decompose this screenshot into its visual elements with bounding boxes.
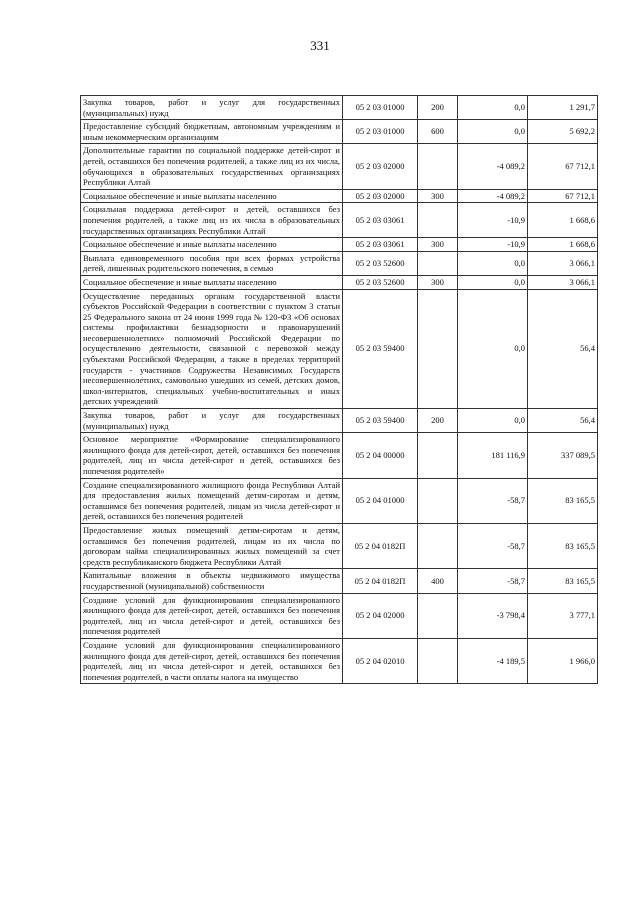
target-article-cell: 05 2 04 0182П [343, 569, 418, 593]
expense-name-cell: Осуществление переданных органам государственной власти субъектов Российской Федерации в соответствии с пунктом 3 статьи 25 Федерального закона от 24 июня 1999 года № 120-ФЗ «Об основах системы профилактики безнадзорности и правонарушений несовершеннолетних» полномочий Российской Федерации по осуществлению деятельности, связанной с перевозкой между субъектами Российской Федерации, а также в пределах территорий государств - участников Содружества Независимых Государств несовершеннолетних, самовольно ушедших из семей, детских домов, школ-интернатов, специальных учебно-воспитательных и иных детских учреждений [81, 289, 343, 409]
expense-name-cell: Дополнительные гарантии по социальной поддержке детей-сирот и детей, оставшихся без попечения родителей, а также лиц из их числа, обучающихся в образовательных государственных организациях Республики Алтай [81, 144, 343, 189]
target-article-cell: 05 2 03 01000 [343, 96, 418, 120]
table-row [81, 238, 598, 252]
expense-name-cell: Социальное обеспечение и иные выплаты населению [81, 189, 343, 203]
table-row [81, 120, 598, 144]
total-amount-cell: 56,4 [528, 289, 598, 409]
expense-name-cell: Основное мероприятие «Формирование специализированного жилищного фонда для детей-сирот, детей, оставшихся без попечения родителей, лиц из числа детей-сирот и детей, оставшихся без попечения родителей» [81, 433, 343, 478]
total-amount-cell: 1 966,0 [528, 638, 598, 683]
total-amount-cell: 83 165,5 [528, 523, 598, 568]
expense-type-cell: 200 [418, 409, 458, 433]
expense-type-cell: 200 [418, 96, 458, 120]
change-amount-cell: 0,0 [458, 289, 528, 409]
expense-name-cell: Создание условий для функционирования специализированного жилищного фонда для детей-сирот, детей, оставшихся без попечения родителей, лиц из числа детей-сирот и детей, оставшихся без попечения родителей [81, 593, 343, 638]
expense-name-cell: Предоставление жилых помещений детям-сиротам и детям, оставшимся без попечения родителей, лицам из их числа по договорам найма специализированных жилых помещений за счет средств республиканского бюджета Республики Алтай [81, 523, 343, 568]
change-amount-cell: 0,0 [458, 120, 528, 144]
change-amount-cell: 181 116,9 [458, 433, 528, 478]
total-amount-cell: 3 066,1 [528, 251, 598, 275]
expense-name-cell: Социальное обеспечение и иные выплаты населению [81, 275, 343, 289]
table-row [81, 189, 598, 203]
expense-name-cell: Создание условий для функционирования специализированного жилищного фонда для детей-сирот, детей, оставшихся без попечения родителей, лиц из числа детей-сирот и детей, оставшихся без попечения родителей, в части оплаты налога на имущество [81, 638, 343, 683]
target-article-cell: 05 2 03 02000 [343, 144, 418, 189]
total-amount-cell: 1 668,6 [528, 203, 598, 238]
expense-name-cell: Социальная поддержка детей-сирот и детей, оставшихся без попечения родителей, а также лиц из их числа в образовательных государственных организациях Республики Алтай [81, 203, 343, 238]
expense-type-cell [418, 203, 458, 238]
expense-name-cell: Закупка товаров, работ и услуг для государственных (муниципальных) нужд [81, 96, 343, 120]
change-amount-cell: 0,0 [458, 275, 528, 289]
target-article-cell: 05 2 03 03061 [343, 203, 418, 238]
total-amount-cell: 83 165,5 [528, 569, 598, 593]
expense-type-cell [418, 433, 458, 478]
expense-type-cell [418, 523, 458, 568]
expense-type-cell: 300 [418, 275, 458, 289]
change-amount-cell: -4 189,5 [458, 638, 528, 683]
table-row [81, 478, 598, 523]
expense-type-cell [418, 593, 458, 638]
expense-name-cell: Создание специализированного жилищного фонда Республики Алтай для предоставления жилых помещений детям-сиротам и детям, оставшимся без попечения родителей, лицам из числа детей-сирот и детей, оставшихся без попечения родителей [81, 478, 343, 523]
target-article-cell: 05 2 03 03061 [343, 238, 418, 252]
total-amount-cell: 1 668,6 [528, 238, 598, 252]
change-amount-cell: -4 089,2 [458, 189, 528, 203]
total-amount-cell: 67 712,1 [528, 144, 598, 189]
target-article-cell: 05 2 03 52600 [343, 275, 418, 289]
expense-type-cell: 400 [418, 569, 458, 593]
table-row [81, 409, 598, 433]
total-amount-cell: 3 777,1 [528, 593, 598, 638]
table-row [81, 289, 598, 409]
expense-type-cell: 300 [418, 238, 458, 252]
change-amount-cell: -10,9 [458, 238, 528, 252]
change-amount-cell: 0,0 [458, 409, 528, 433]
page-number: 331 [310, 38, 330, 53]
table-row [81, 251, 598, 275]
change-amount-cell: 0,0 [458, 251, 528, 275]
expense-name-cell: Капитальные вложения в объекты недвижимого имущества государственной (муниципальной) собственности [81, 569, 343, 593]
table-row [81, 638, 598, 683]
change-amount-cell: 0,0 [458, 96, 528, 120]
target-article-cell: 05 2 03 52600 [343, 251, 418, 275]
target-article-cell: 05 2 03 01000 [343, 120, 418, 144]
expense-type-cell: 600 [418, 120, 458, 144]
expense-name-cell: Закупка товаров, работ и услуг для государственных (муниципальных) нужд [81, 409, 343, 433]
total-amount-cell: 83 165,5 [528, 478, 598, 523]
target-article-cell: 05 2 03 02000 [343, 189, 418, 203]
expense-name-cell: Социальное обеспечение и иные выплаты населению [81, 238, 343, 252]
target-article-cell: 05 2 03 59400 [343, 409, 418, 433]
expense-type-cell [418, 638, 458, 683]
change-amount-cell: -3 798,4 [458, 593, 528, 638]
total-amount-cell: 5 692,2 [528, 120, 598, 144]
target-article-cell: 05 2 04 02000 [343, 593, 418, 638]
table-row [81, 569, 598, 593]
total-amount-cell: 1 291,7 [528, 96, 598, 120]
target-article-cell: 05 2 04 01000 [343, 478, 418, 523]
total-amount-cell: 67 712,1 [528, 189, 598, 203]
change-amount-cell: -58,7 [458, 569, 528, 593]
table-row [81, 203, 598, 238]
expense-type-cell [418, 144, 458, 189]
expense-type-cell: 300 [418, 189, 458, 203]
change-amount-cell: -4 089,2 [458, 144, 528, 189]
table-row [81, 593, 598, 638]
table-row [81, 144, 598, 189]
change-amount-cell: -10,9 [458, 203, 528, 238]
table-row [81, 433, 598, 478]
expense-name-cell: Выплата единовременного пособия при всех формах устройства детей, лишенных родительского попечения, в семью [81, 251, 343, 275]
total-amount-cell: 56,4 [528, 409, 598, 433]
expense-name-cell: Предоставление субсидий бюджетным, автономным учреждениям и иным некоммерческим организациям [81, 120, 343, 144]
change-amount-cell: -58,7 [458, 523, 528, 568]
budget-table [80, 95, 598, 684]
target-article-cell: 05 2 04 00000 [343, 433, 418, 478]
expense-type-cell [418, 251, 458, 275]
expense-type-cell [418, 289, 458, 409]
expense-type-cell [418, 478, 458, 523]
table-row [81, 96, 598, 120]
target-article-cell: 05 2 03 59400 [343, 289, 418, 409]
total-amount-cell: 337 089,5 [528, 433, 598, 478]
table-row [81, 523, 598, 568]
total-amount-cell: 3 066,1 [528, 275, 598, 289]
change-amount-cell: -58,7 [458, 478, 528, 523]
target-article-cell: 05 2 04 0182П [343, 523, 418, 568]
budget-table-body [81, 96, 598, 684]
target-article-cell: 05 2 04 02010 [343, 638, 418, 683]
table-row [81, 275, 598, 289]
